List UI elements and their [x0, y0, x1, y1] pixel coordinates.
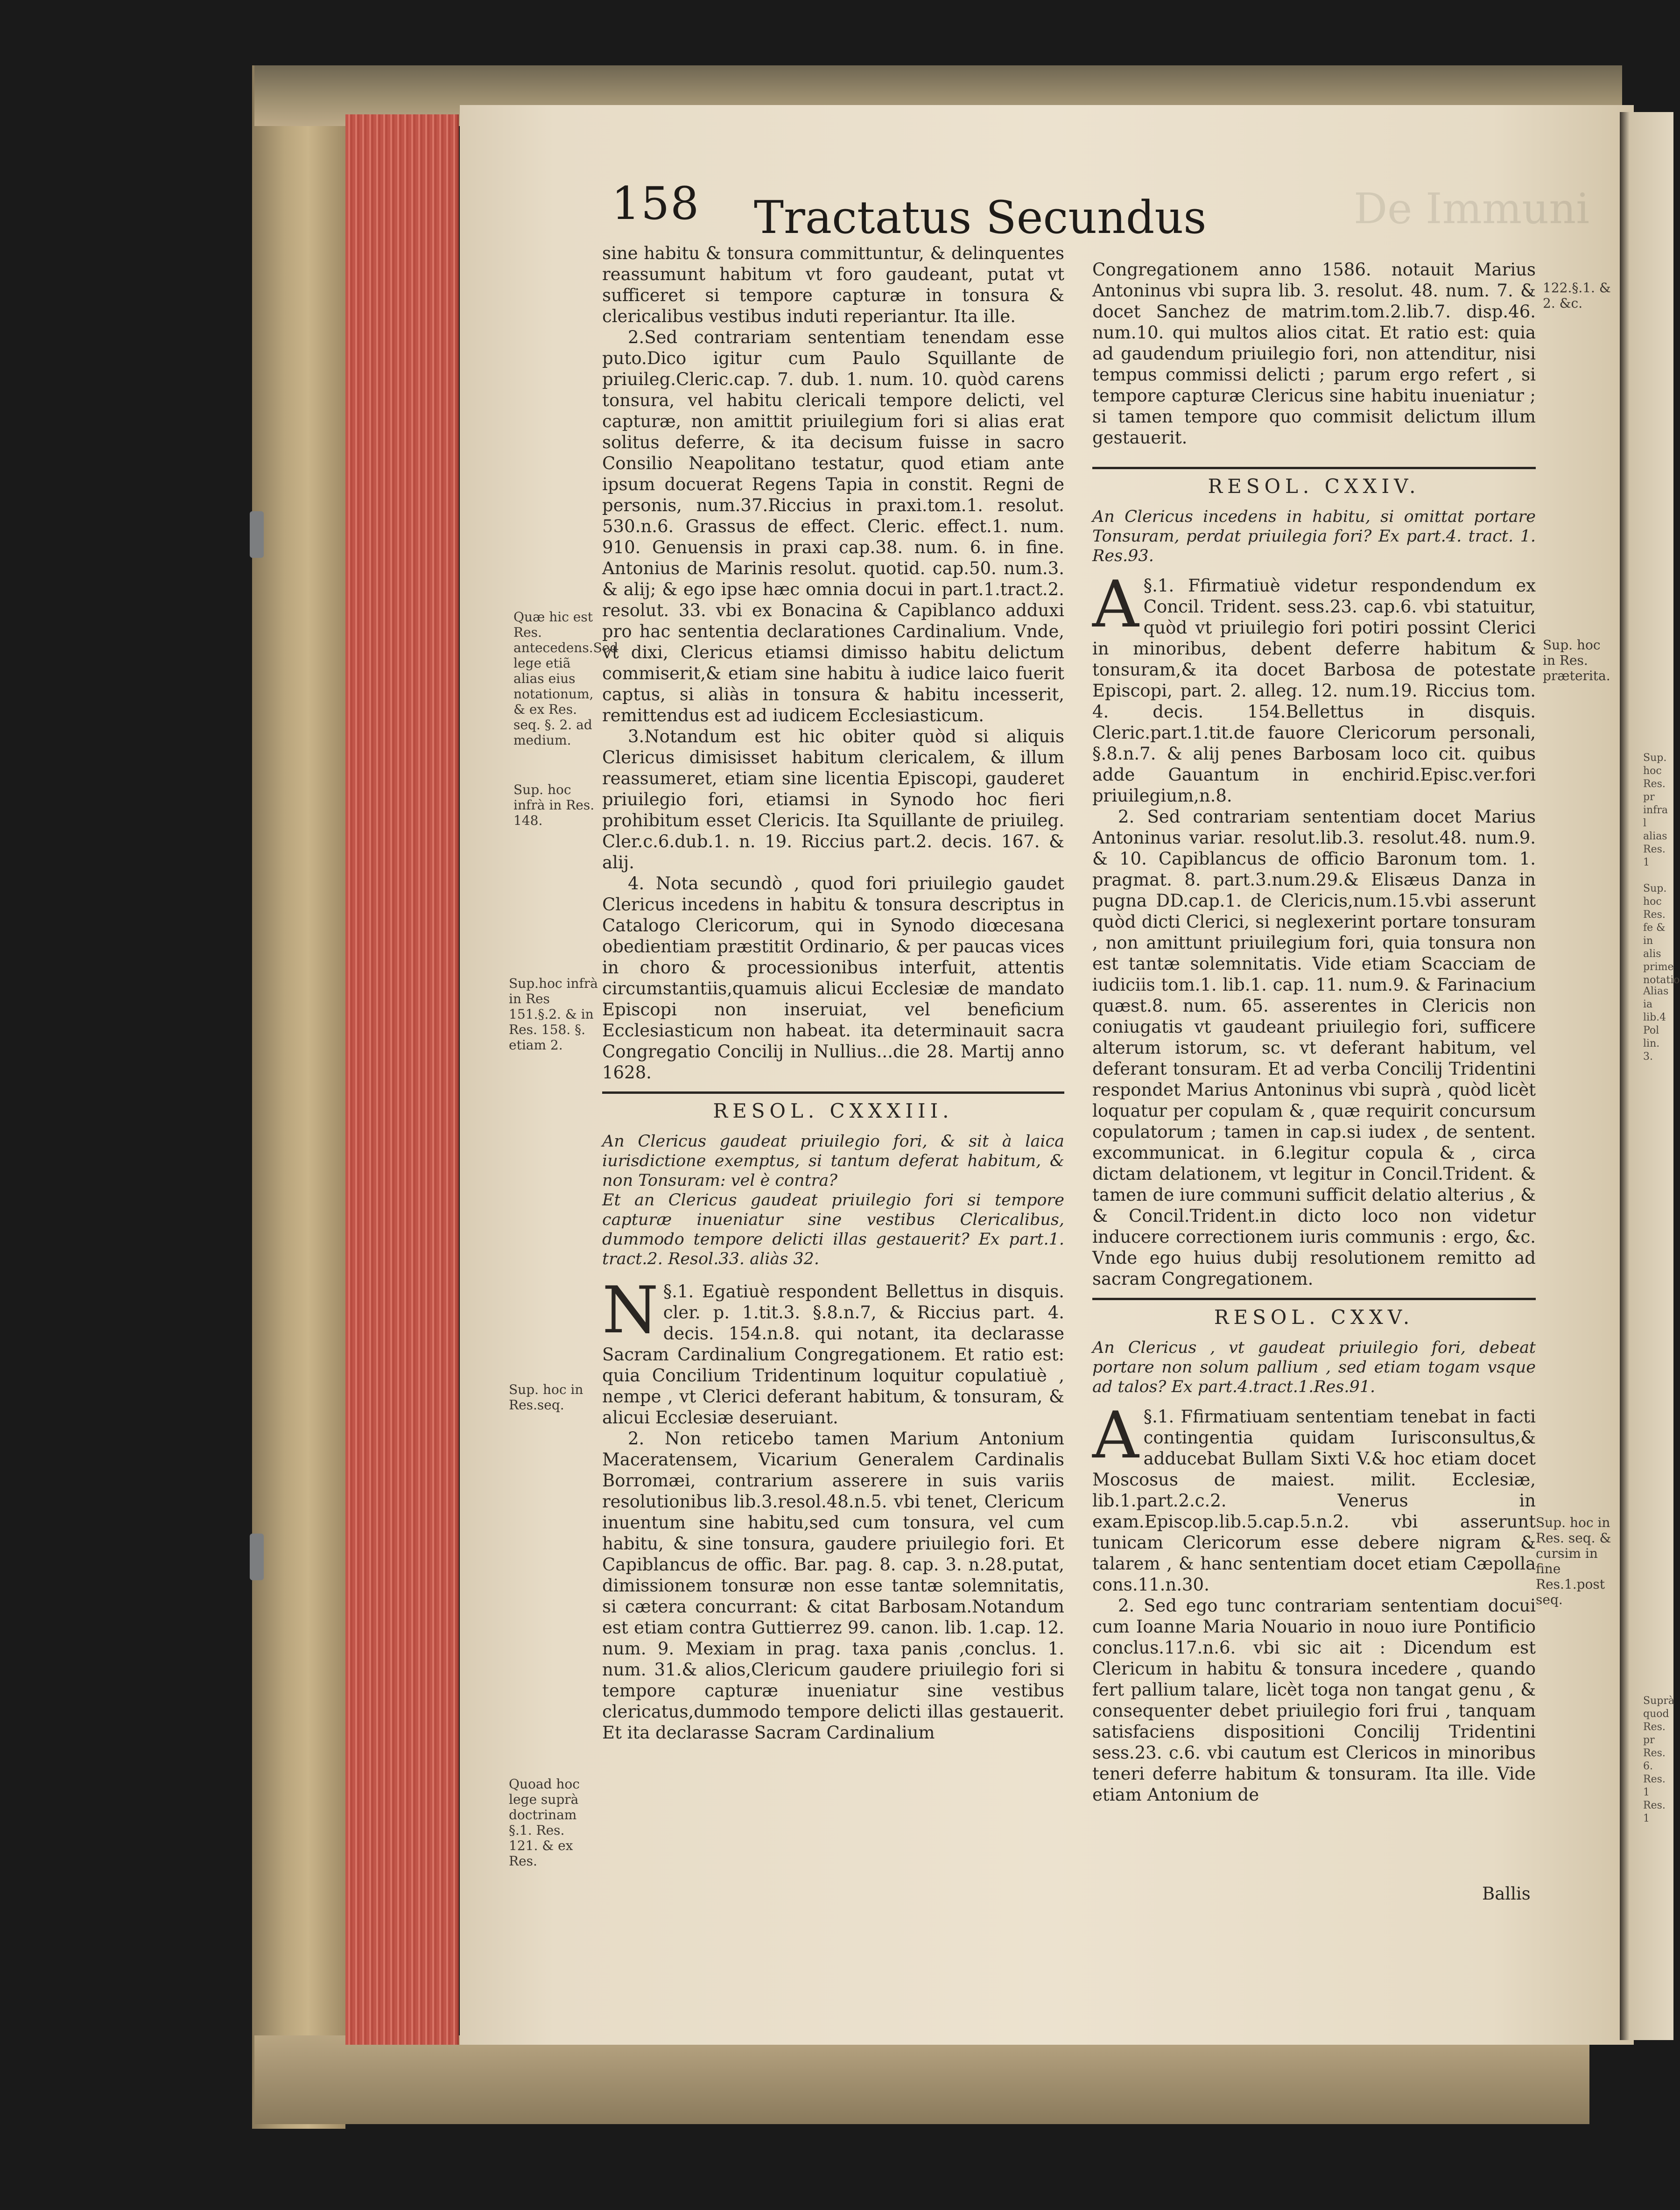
margin-note: Sup. hoc in Res. seq. & cursim in fine Res.1.post seq. [1536, 1515, 1611, 1607]
margin-note: Sup.hoc infrà in Res 151.§.2. & in Res. 158. §. etiam 2. [509, 976, 598, 1053]
clasp-lower [250, 1534, 264, 1580]
resol-question: An Clericus , vt gaudeat priuilegio fori, debeat portare non solum pallium , sed etiam togam vsque ad talos? Ex part.4.tract.1.Res.91. [1092, 1338, 1536, 1396]
resol-heading: RESOL. CXXIV. [1208, 475, 1420, 498]
right-paragraph: 2. Sed contrariam sententiam docet Marius Antoninus variar. resolut.lib.3. resolut.48. num.9. & 10. Capiblancus de officio Baronum tom. 1. pragmat. 8. part.3.num.29.& Elisæus Danza in pugna DD.cap.1. de Clericis,num.15.vbi asserunt quòd dicti Clerici, si neglexerint portare tonsuram , non amittunt priuilegium fori, quia tonsura non est tantæ solemnitatis. Vide etiam Scacciam de iudiciis tom.1. lib.1. cap. 11. num.9. & Farinacium quæst.8. num. 65. asserentes in Clericis non coniugatis vt gaudeant priuilegio fori, sufficere alterum istorum, sc. vt deferant habitum, vel deferant tonsuram. Et ad verba Concilij Tridentini respondet Marius Antoninus vbi suprà , quòd licèt loquatur per copulam & , quæ requirit concursum copulatorum ; tamen in cap.si iudex , de sentent. excommunicat. in 6.legitur copula & , circa dictam delationem, vt legitur in Concil.Trident. & tamen de iure communi sufficit delatio alterius , & & Concil.Trident.in dicto loco non videtur inducere correctionem iuris communis : ergo, &c. Vnde ego huius dubij resolutionem remitto ad sacram Congregationem. [1092, 807, 1536, 1289]
margin-note: Quæ hic est Res. antecedens.Sed lege etiã alias eius notationum, & ex Res. seq. §. 2. ad medium. [513, 609, 619, 748]
paragraph-text: §.1. Ffirmatiuam sententiam tenebat in facti contingentia quidam Iurisconsultus,& adducebat Bullam Sixti V.& hoc etiam docet Moscosus de maiest. milit. Ecclesiæ, lib.1.part.2.c.2. Venerus in exam.Episcop.lib.5.cap.5.n.2. vbi asserunt tunicam Clericorum esse debere nigram & talarem , & hanc sententiam docet etiam Cæpolla cons.11.n.30. [1092, 1407, 1536, 1595]
book-binding [252, 65, 345, 2129]
left-paragraph: 2. Non reticebo tamen Marium Antonium Maceratensem, Vicarium Generalem Cardinalis Borromæi, contrarium asserere in suis variis resolutionibus lib.3.resol.48.n.5. vbi tenet, Clericum inuentum sine habitu,sed cum tonsura, vel cum habitu, & sine tonsura, gaudere priuilegio fori. Et Capiblancus de offic. Bar. pag. 8. cap. 3. n.28.putat, dimissionem tonsuræ non esse tantæ solemnitatis, si cætera concurrant: & citat Barbosam.Notandum est etiam contra Guttierrez 99. canon. lib. 1.cap. 12. num. 9. Mexiam in prag. taxa panis ,conclus. 1. num. 31.& alios,Clericum gaudere priuilegio fori si tempore capturæ inueniatur sine vestibus clericatus,dummodo tempore delicti illas gestauerit. Et ita declarasse Sacram Cardinalium [602, 1429, 1064, 1743]
running-title: Tractatus Secundus [754, 191, 1207, 244]
catchword: Ballis [1482, 1884, 1531, 1904]
resol-heading: RESOL. CXXXIII. [713, 1099, 954, 1122]
drop-cap: A [1092, 567, 1139, 642]
page-number: 158 [612, 177, 700, 230]
left-paragraph: 2.Sed contrariam sententiam tenendam esse puto.Dico igitur cum Paulo Squillante de priuileg.Cleric.cap. 7. dub. 1. num. 10. quòd carens tonsura, vel habitu clericali tempore delicti, vel capturæ, non amittit priuilegium fori si alias erat solitus deferre, & ita decisum fuisse in sacro Consilio Neapolitano testatur, quod etiam ante ipsum docuerat Regens Tapia in constit. Regni de personis, num.37.Riccius in praxi.tom.1. resolut. 530.n.6. Grassus de effect. Cleric. effect.1. num. 910. Genuensis in praxi cap.38. num. 6. in fine. Antonius de Marinis resolut. quotid. cap.50. num.3. & alij; & ego ipse hæc omnia docui in part.1.tract.2. resolut. 33. vbi ex Bonacina & Capiblanco adduxi pro hac sententia declarationes Cardinalium. Vnde, vt dixi, Clericus etiamsi dimisso habitu delictum commiserit,& etiam sine habitu à iudice laico fuerit captus, si aliàs in tonsura & habitu incesserit, remittendus est ad iudicem Ecclesiasticum. [602, 327, 1064, 725]
cover-bottom-edge [254, 2035, 1589, 2124]
paragraph-text: §.1. Egatiuè respondent Bellettus in disquis. cler. p. 1.tit.3. §.8.n.7, & Riccius part. 4. decis. 154.n.8. qui notant, ita declarasse Sacram Cardinalium Congregationem. Et ratio est: quia Concilium Tridentinum loquitur copulatiuè , nempe , vt Clerici deferant habitum, & tonsuram, & alicui Ecclesiæ deseruiant. [602, 1281, 1064, 1428]
section-rule [1092, 1298, 1536, 1300]
resol-question: An Clericus incedens in habitu, si omittat portare Tonsuram, perdat priuilegia fori? Ex part.4. tract. 1. Res.93. [1092, 507, 1536, 565]
paragraph-text: §.1. Ffirmatiuè videtur respondendum ex Concil. Trident. sess.23. cap.6. vbi statuitur, quòd vt priuilegio fori potiri possint Clerici in minoribus, debent deferre habitum & tonsuram,& ita docet Barbosa de potestate Episcopi, part. 2. alleg. 12. num.19. Riccius tom. 4. decis. 154.Bellettus in disquis. Cleric.part.1.tit.de fauore Clericorum personali, §.8.n.7. & alij penes Barbosam loco cit. quibus adde Gauantum in enchirid.Episc.ver.fori priuilegium,n.8. [1092, 576, 1536, 806]
margin-note: 122.§.1. & 2. &c. [1543, 280, 1611, 311]
left-paragraph: 3.Notandum est hic obiter quòd si aliquis Clericus dimisisset habitum clericalem, & illum reassumeret, etiam sine licentia Episcopi, gauderet priuilegio fori, etiamsi in Synodo hoc fieri prohibitum esset Clericis. Ita Squillante de priuileg. Cler.c.6.dub.1. n. 19. Riccius part.2. decis. 167. & alij. [602, 726, 1064, 873]
facing-page-note: Suprà quod Res. pr Res. 6. Res. 1 Res. 1 [1643, 1695, 1674, 1824]
resol-question: An Clericus gaudeat priuilegio fori, & sit à laica iurisdictione exemptus, si tantum deferat habitum, & non Tonsuram: vel è contra? [602, 1132, 1064, 1190]
section-rule [602, 1091, 1064, 1094]
drop-cap: A [1092, 1398, 1139, 1473]
section-rule [1092, 467, 1536, 469]
resol-question: Et an Clericus gaudeat priuilegio fori si tempore capturæ inueniatur sine vestibus Clericalibus, dummodo tempore delicti illas gestauerit? Ex part.1. tract.2. Resol.33. aliàs 32. [602, 1191, 1064, 1268]
left-column [602, 243, 1064, 1886]
right-paragraph: Congregationem anno 1586. notauit Marius Antoninus vbi supra lib. 3. resolut. 48. num. 7. & docet Sanchez de matrim.tom.2.lib.7. disp.46. num.10. qui multos alios citat. Et ratio est: quia ad gaudendum priuilegio fori, non attenditur, nisi tempus commissi delicti ; parum ergo refert , si tempore capturæ Clericus sine habitu inueniatur ; si tamen tempore quo commisit delictum illum gestauerit. [1092, 260, 1536, 448]
right-paragraph: 2. Sed ego tunc contrariam sententiam docui cum Ioanne Maria Nouario in nouo iure Pontificio conclus.117.n.6. vbi sic ait : Dicendum est Clericum in habitu & tonsura incedere , quando fert pallium talare, licèt toga non tangat genu , & consequenter debet priuilegio fori frui , tanquam satisfaciens dispositioni Concilij Tridentini sess.23. c.6. vbi cautum est Clericos in minoribus teneri deferre habitum & tonsuram. Ita ille. Vide etiam Antonium de [1092, 1596, 1536, 1805]
drop-cap: N [602, 1273, 659, 1348]
right-body-paragraph [1092, 1398, 1536, 1595]
resol-heading: RESOL. CXXV. [1214, 1306, 1414, 1329]
left-paragraph: sine habitu & tonsura committuntur, & delinquentes reassumunt habitum vt foro gaudeant, putat vt sufficeret si tempore capturæ in tonsura & clericalibus vestibus induti reperiantur. Ita ille. [602, 243, 1064, 326]
margin-note: Sup. hoc in Res. præterita. [1543, 637, 1610, 683]
show-through-text: De Immuni [1354, 184, 1589, 233]
margin-note: Sup. hoc infrà in Res. 148. [513, 782, 595, 828]
left-paragraph: 4. Nota secundò , quod fori priuilegio gaudet Clericus incedens in habitu & tonsura descriptus in Catalogo Clericorum, qui in Synodo diœcesana obedientiam præstitit Ordinario, & per paucas vices in choro & processionibus interfuit, attentis circumstantiis,quamuis alicui Ecclesiæ de mandato Episcopi non inseruiat, vel beneficium Ecclesiasticum non habeat. ita determinauit sacra Congregatio Concilij in Nullius...die 28. Martij anno 1628. [602, 873, 1064, 1083]
facing-page-note: Sup. hoc Res. fe & in alis prime notatio [1643, 883, 1680, 986]
facing-page-note: Sup. hoc Res. pr infra l alias Res. 1 [1643, 752, 1668, 868]
right-body-paragraph [1092, 567, 1536, 806]
margin-note: Quoad hoc lege suprà doctrinam §.1. Res. 121. & ex Res. [509, 1776, 580, 1869]
left-body-paragraph [602, 1273, 1064, 1428]
facing-page-note: Alias ia lib.4 Pol lin. 3. [1643, 985, 1669, 1063]
red-page-edges [345, 114, 459, 2045]
right-column [1092, 259, 1536, 1879]
margin-note: Sup. hoc in Res.seq. [509, 1382, 583, 1413]
clasp-upper [250, 511, 264, 558]
